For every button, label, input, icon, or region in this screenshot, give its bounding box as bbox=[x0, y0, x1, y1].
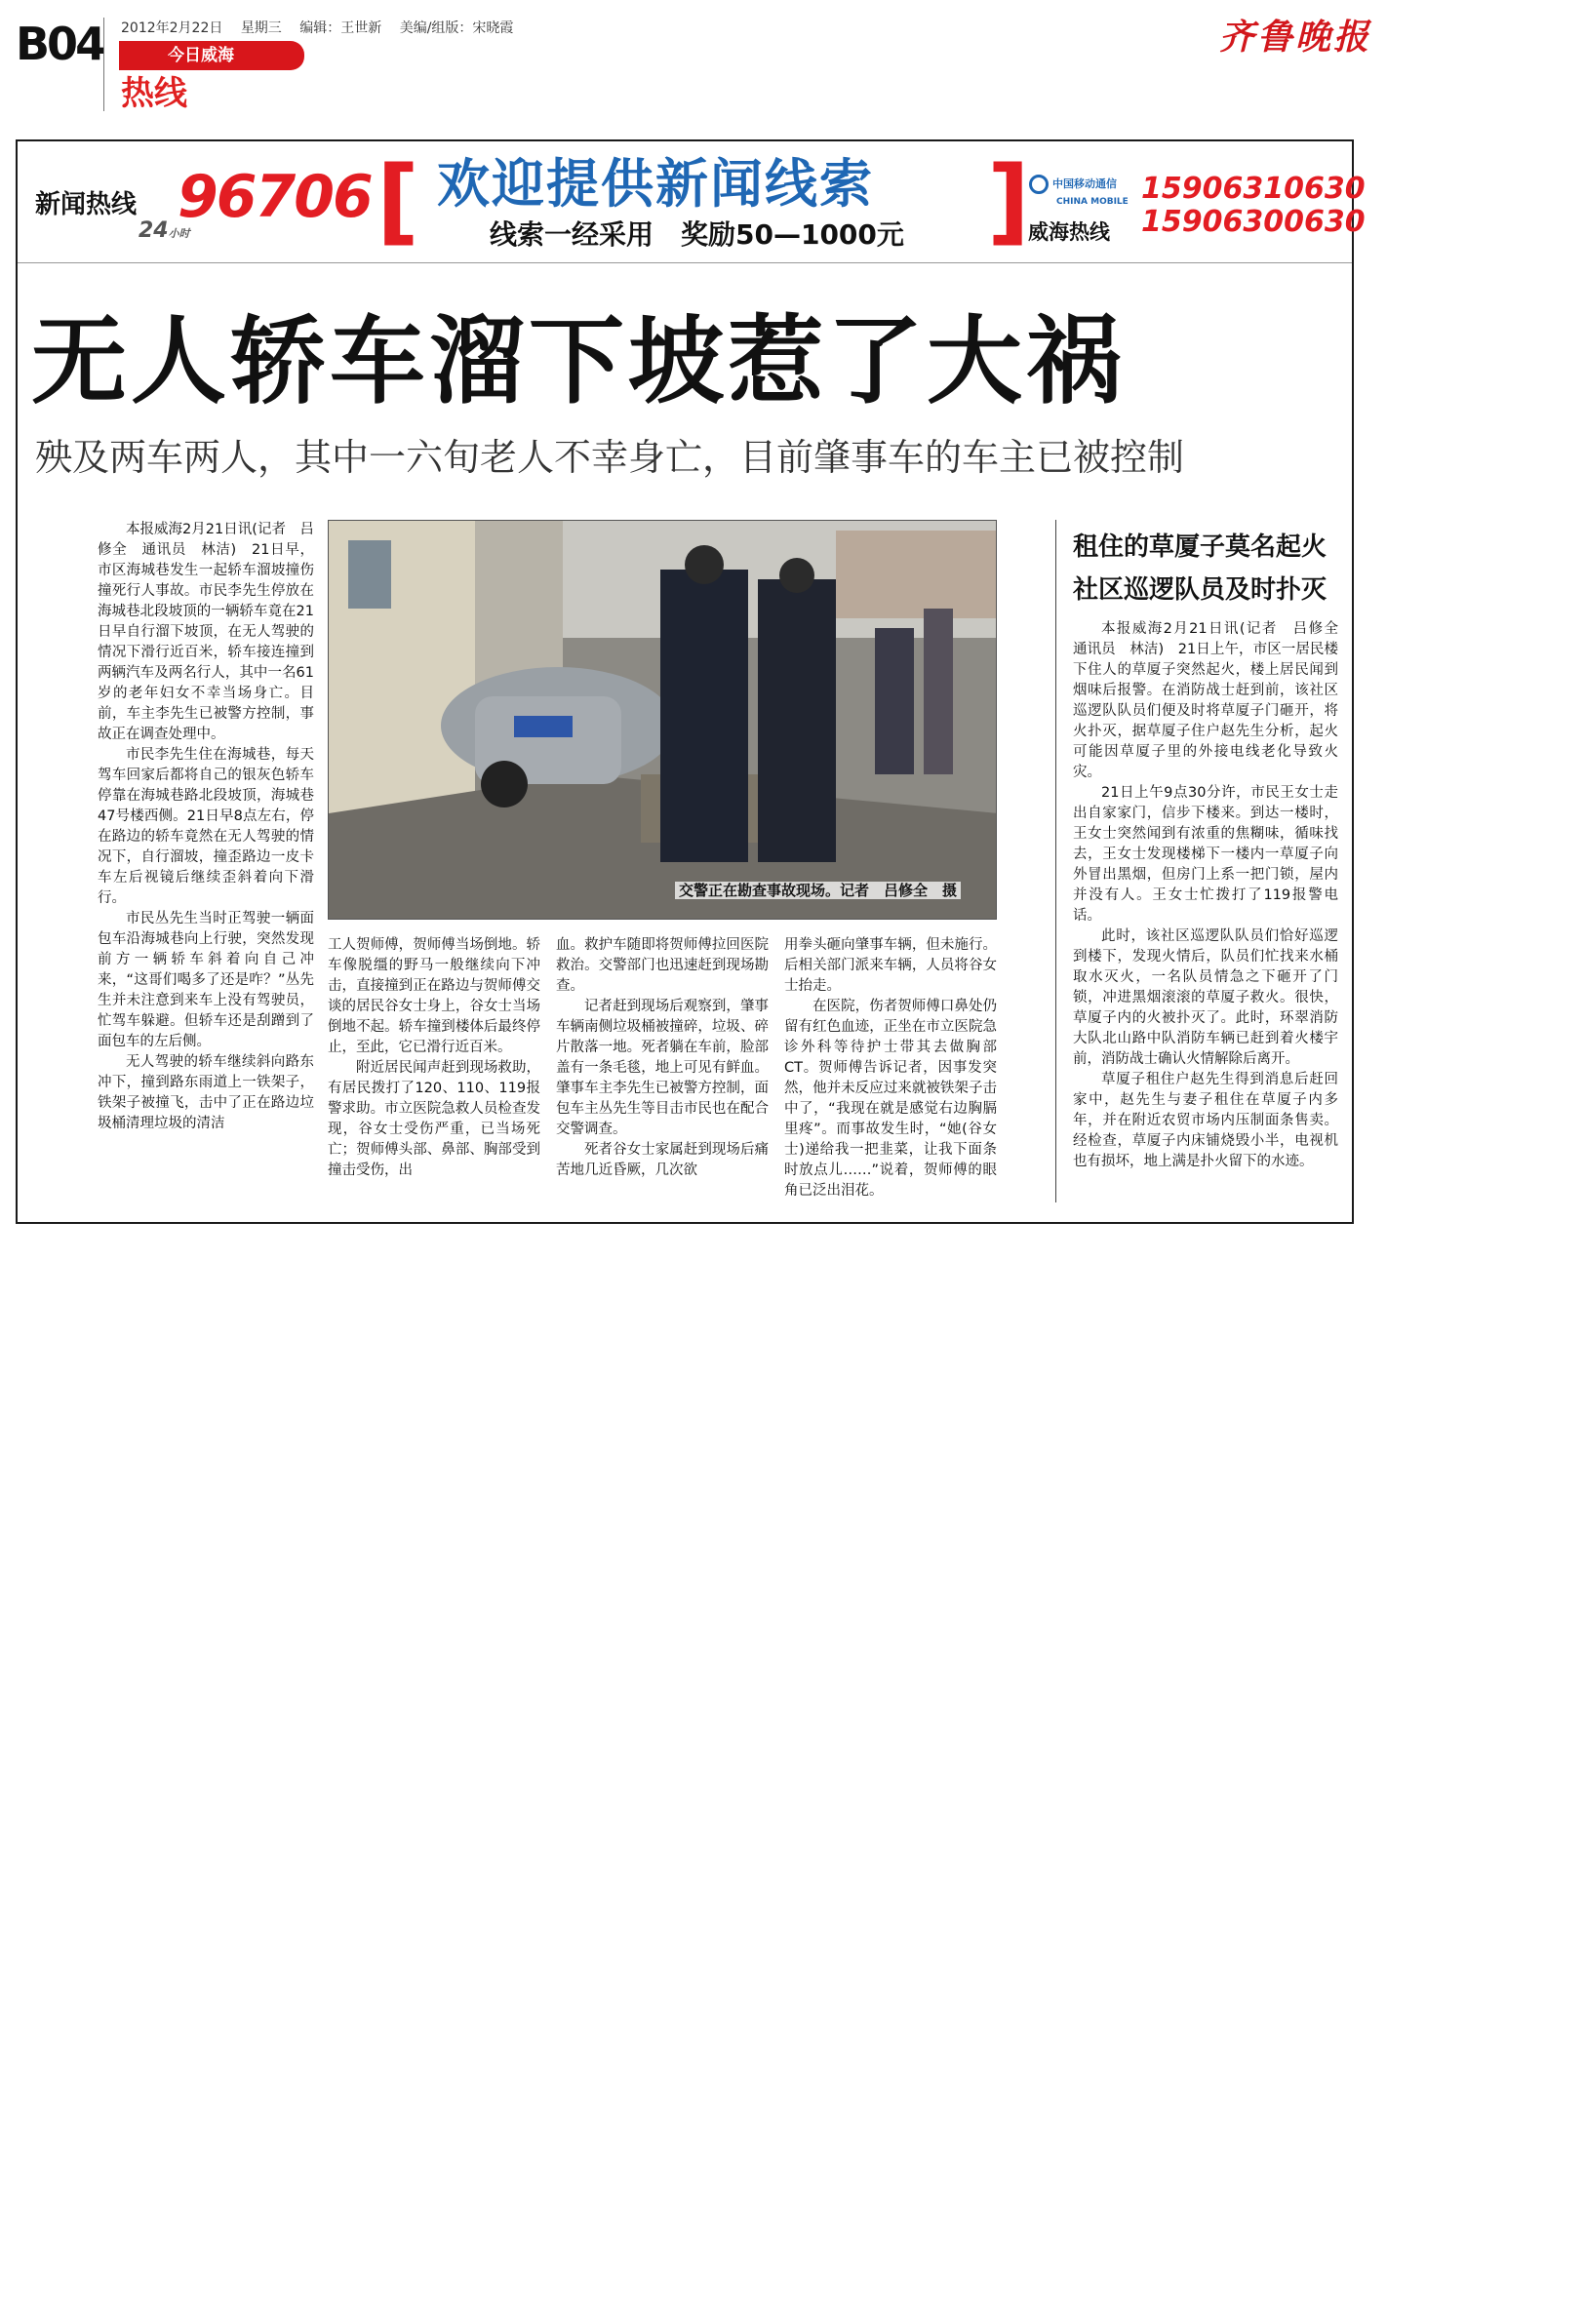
phone-number-1: 15906310630 bbox=[1141, 172, 1366, 206]
hotline-24h: 24小时 bbox=[139, 218, 190, 243]
page-number: B04 bbox=[16, 18, 104, 70]
designer-credit: 美编/组版：宋晓霞 bbox=[399, 20, 514, 36]
article-column-2: 工人贺师傅，贺师傅当场倒地。轿车像脱缰的野马一般继续向下冲击，直接撞到正在路边与贺师傅交谈的居民谷女士身上，谷女士当场倒地不起。轿车撞到楼体后最终停止，至此，它已滑行近百米。 附近居民闻声赶到现场救助，有居民拨打了120、110、119报警求助。市立医院急救人员检查发现，谷女士受伤严重，已当场死亡；贺师傅头部、鼻部、胸部受到撞击受伤，出 bbox=[328, 937, 540, 1178]
bracket-left: [ bbox=[376, 146, 419, 256]
accident-photo bbox=[328, 520, 997, 920]
article-headline: 无人轿车溜下坡惹了大祸 bbox=[31, 306, 1127, 417]
banner-reward: 线索一经采用 奖励50—1000元 bbox=[490, 218, 904, 251]
weihai-hotline-label: 威海热线 bbox=[1028, 220, 1110, 244]
section-title: 热线 bbox=[121, 74, 187, 113]
article-column-4: 用拳头砸向肇事车辆，但未施行。后相关部门派来车辆，人员将谷女士抬走。 在医院，伤者贺师傅口鼻处仍留有红色血迹，正坐在市立医院急诊外科等待护士带其去做胸部CT。贺师傅告诉记者，因事发突然，他并未反应过来就被铁架子击中了，“我现在就是感觉右边胸膈里疼”。而事故发生时，“她(谷女士)递给我一把韭菜，让我下面条时放点儿……”说着，贺师傅的眼角已泛出泪花。 bbox=[784, 937, 997, 1199]
phone-number-2: 15906300630 bbox=[1141, 205, 1366, 239]
article-column-3: 血。救护车随即将贺师傅拉回医院救治。交警部门也迅速赶到现场勘查。 记者赶到现场后观察到，肇事车辆南侧垃圾桶被撞碎，垃圾、碎片散落一地。死者躺在车前，脸部盖有一条毛毯，地上可见有鲜血。肇事车主李先生已被警方控制，面包车主丛先生等目击市民也在配合交警调查。 死者谷女士家属赶到现场后痛苦地几近昏厥，几次欲 bbox=[556, 937, 769, 1178]
china-mobile-icon bbox=[1029, 175, 1049, 194]
china-mobile-logo: 中国移动通信 CHINA MOBILE bbox=[1029, 175, 1129, 209]
issue-date: 2012年2月22日 bbox=[121, 20, 223, 36]
sidebar-title-line-2: 社区巡逻队员及时扑灭 bbox=[1073, 575, 1327, 605]
sidebar-divider bbox=[1055, 520, 1056, 1202]
photo-caption: 交警正在勘查事故现场。记者 吕修全 摄 bbox=[675, 882, 961, 899]
editor-credit: 编辑：王世新 bbox=[299, 20, 382, 36]
bracket-right: ] bbox=[987, 146, 1030, 256]
hotline-label: 新闻热线 bbox=[35, 190, 138, 219]
issue-weekday: 星期三 bbox=[240, 20, 282, 36]
section-label: 今日威海 bbox=[119, 41, 304, 70]
article-column-1: 本报威海2月21日讯(记者 吕修全 通讯员 林洁) 21日早，市区海城巷发生一起轿车溜坡撞伤撞死行人事故。市民李先生停放在海城巷北段坡顶的一辆轿车竟在21日早自行溜下坡顶，在无人驾驶的情况下滑行近百米，轿车接连撞到两辆汽车及两名行人，其中一名61岁的老年妇女不幸当场身亡。目前，车主李先生已被警方控制，事故正在调查处理中。 市民李先生住在海城巷，每天驾车回家后都将自己的银灰色轿车停靠在海城巷路北段坡顶，海城巷47号楼西侧。21日早8点左右，停在路边的轿车竟然在无人驾驶的情况下，自行溜坡，撞歪路边一皮卡车左后视镜后继续歪斜着向下滑行。 市民丛先生当时正驾驶一辆面包车沿海城巷向上行驶，突然发现前方一辆轿车斜着向自己冲来，“这哥们喝多了还是咋？”丛先生并未注意到来车上没有驾驶员，忙驾车躲避。但轿车还是刮蹭到了面包车的左后侧。 无人驾驶的轿车继续斜向路东冲下，撞到路东雨道上一铁架子，铁架子被撞飞，击中了正在路边垃圾桶清理垃圾的清洁 bbox=[98, 522, 314, 1131]
hotline-banner bbox=[18, 141, 1366, 263]
sidebar-article: 本报威海2月21日讯(记者 吕修全 通讯员 林洁) 21日上午，市区一居民楼下住人的草厦子突然起火，楼上居民闻到烟味后报警。在消防战士赶到前，该社区巡逻队队员们便及时将草厦子门砸开，将火扑灭，据草厦子住户赵先生分析，起火可能因草厦子里的外接电线老化导致火灾。 21日上午9点30分许，市民王女士走出自家家门，信步下楼来。到达一楼时，王女士突然闻到有浓重的焦糊味，循味找去，王女士发现楼梯下一楼内一草厦子向外冒出黑烟，但房门上系一把门锁，屋内并没有人。王女士忙拨打了119报警电话。 此时，该社区巡逻队队员们恰好巡逻到楼下，发现火情后，队员们忙找来水桶取水灭火，一名队员情急之下砸开了门锁，冲进黑烟滚滚的草厦子救火。很快，草厦子内的火被扑灭了。此时，环翠消防大队北山路中队消防车辆已赶到着火楼宇前，消防战士确认火情解除后离开。 草厦子租住户赵先生得到消息后赶回家中，赵先生与妻子租住在草厦子内多年，并在附近农贸市场内压制面条售卖。经检查，草厦子内床铺烧毁小半，电视机也有损坏，地上满是扑火留下的水迹。 bbox=[1073, 621, 1353, 1169]
masthead-divider bbox=[103, 18, 104, 111]
article-frame bbox=[16, 139, 1366, 1224]
article-subheadline: 殃及两车两人，其中一六旬老人不幸身亡，目前肇事车的车主已被控制 bbox=[35, 436, 1185, 479]
sidebar-title-line-1: 租住的草厦子莫名起火 bbox=[1073, 532, 1327, 562]
banner-welcome: 欢迎提供新闻线索 bbox=[437, 153, 874, 215]
page-meta bbox=[121, 20, 527, 37]
newspaper-logo: 齐鲁晚报 bbox=[1219, 17, 1372, 58]
hotline-number: 96706 bbox=[178, 163, 372, 231]
